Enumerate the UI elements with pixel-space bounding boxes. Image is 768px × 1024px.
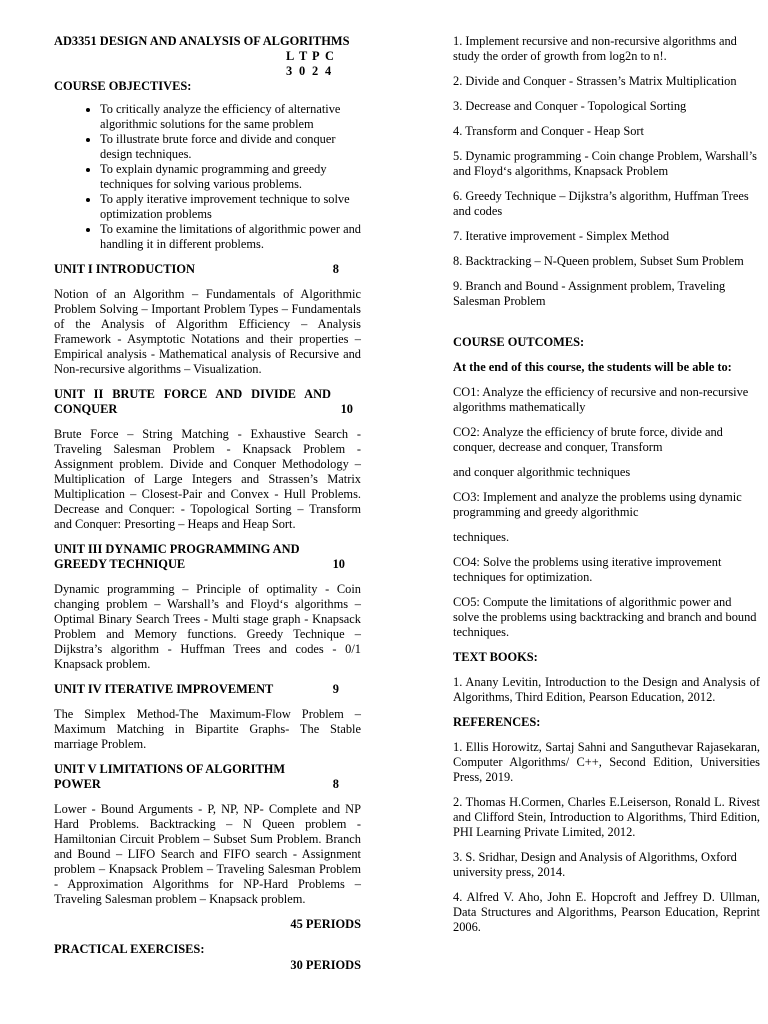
textbook-item: 1. Anany Levitin, Introduction to the Design and Analysis of Algorithms, Third Edition, Pearson Education, 2012. [453, 675, 760, 704]
unit-3-body: Dynamic programming – Principle of optimality - Coin changing problem – Warshall’s and Floyd‘s algorithms – Optimal Binary Search Trees - Multi stage graph - Knapsack Problem and Memory functions. Greedy Technique – Dijkstra’s algorithm - Huffman Trees and codes - 0/1 Knapsack problem. [54, 582, 361, 671]
left-column [54, 34, 361, 973]
unit-1-heading [54, 262, 361, 277]
ltpc-value-p: 2 [312, 64, 319, 78]
ltpc-value-c: 4 [325, 64, 332, 78]
unit-2-heading [54, 387, 361, 417]
objective-item: • To apply iterative improvement technique to solve optimization problems [100, 192, 361, 222]
unit-4-hours: 9 [332, 682, 339, 696]
unit-2-title: UNIT II BRUTE FORCE AND DIVIDE AND CONQUER [54, 387, 331, 416]
ltpc-letter-l: L [286, 49, 295, 63]
practical-item: 1. Implement recursive and non-recursive algorithms and study the order of growth from log2n to n!. [453, 34, 737, 63]
unit-1-body: Notion of an Algorithm – Fundamentals of Algorithmic Problem Solving – Important Problem Types – Fundamentals of the Analysis of Algorithm Efficiency – Analysis Framework - Asymptotic Notations and their properties – Empirical analysis - Mathematical analysis of Recursive and Non-recursive algorithms – Visualization. [54, 287, 361, 376]
unit-4-title: UNIT IV ITERATIVE IMPROVEMENT [54, 682, 274, 696]
unit-5-heading [54, 762, 361, 792]
practical-item: 6. Greedy Technique – Dijkstra’s algorithm, Huffman Trees and codes [453, 189, 749, 218]
objective-item: • To examine the limitations of algorithmic power and handling it in different problems. [100, 222, 361, 252]
ltpc-letter-t: T [299, 49, 308, 63]
unit-4-heading [54, 682, 361, 697]
outcome-item: CO4: Solve the problems using iterative improvement techniques for optimization. [453, 555, 722, 584]
practical-item: 2. Divide and Conquer - Strassen’s Matrix Multiplication [453, 74, 737, 88]
outcome-item: CO2: Analyze the efficiency of brute force, divide and conquer, decrease and conquer, Transform [453, 425, 723, 454]
reference-item: 1. Ellis Horowitz, Sartaj Sahni and Sanguthevar Rajasekaran, Computer Algorithms/ C++, Second Edition, Universities Press, 2019. [453, 740, 760, 784]
ltpc-values [54, 64, 361, 79]
outcome-item: and conquer algorithmic techniques [453, 465, 631, 479]
practical-periods: 30 PERIODS [290, 958, 361, 972]
outcome-item: techniques. [453, 530, 510, 544]
outcome-item: CO1: Analyze the efficiency of recursive and non-recursive algorithms mathematically [453, 385, 749, 414]
unit-3-hours: 10 [332, 557, 345, 571]
reference-item: 2. Thomas H.Cormen, Charles E.Leiserson, Ronald L. Rivest and Clifford Stein, Introduction to Algorithms, Third Edition, PHI Learning Private Limited, 2012. [453, 795, 760, 839]
practical-item: 3. Decrease and Conquer - Topological Sorting [453, 99, 687, 113]
practical-heading: PRACTICAL EXERCISES: [54, 942, 205, 956]
ltpc-letters [54, 49, 361, 64]
practical-item: 7. Iterative improvement - Simplex Method [453, 229, 670, 243]
unit-1-hours: 8 [332, 262, 339, 276]
references-heading: REFERENCES: [453, 715, 541, 729]
objectives-heading: COURSE OBJECTIVES: [54, 79, 192, 93]
ltpc-letter-c: C [325, 49, 335, 63]
practical-item: 5. Dynamic programming - Coin change Problem, Warshall’s and Floyd‘s algorithms, Knapsack Problem [453, 149, 758, 178]
unit-2-body: Brute Force – String Matching - Exhaustive Search - Traveling Salesman Problem - Knapsack Problem - Assignment problem. Divide and Conquer Methodology – Multiplication of Large Integers and Strassen’s Matrix Multiplication – Closest-Pair and Convex - Hull Problems. Decrease and Conquer: - Topological Sorting – Transform and Conquer: Presorting – Heaps and Heap Sort. [54, 427, 361, 531]
unit-5-hours: 8 [332, 777, 339, 791]
unit-3-heading [54, 542, 361, 572]
outcome-item: CO3: Implement and analyze the problems using dynamic programming and greedy algorithmic [453, 490, 742, 519]
ltpc-letter-p: P [312, 49, 321, 63]
ltpc-value-t: 0 [299, 64, 306, 78]
outcomes-heading: COURSE OUTCOMES: [453, 335, 585, 349]
objective-item: • To illustrate brute force and divide and conquer design techniques. [100, 132, 361, 162]
objective-item: • To critically analyze the efficiency of alternative algorithmic solutions for the same problem [100, 102, 361, 132]
outcome-item: CO5: Compute the limitations of algorithmic power and solve the problems using backtracking and branch and bound techniques. [453, 595, 757, 639]
practical-item: 8. Backtracking – N-Queen problem, Subset Sum Problem [453, 254, 744, 268]
ltpc-value-l: 3 [286, 64, 293, 78]
course-title: AD3351 DESIGN AND ANALYSIS OF ALGORITHMS [54, 34, 350, 48]
unit-5-body: Lower - Bound Arguments - P, NP, NP- Complete and NP Hard Problems. Backtracking – N Queen problem - Hamiltonian Circuit Problem – Subset Sum Problem. Branch and Bound – LIFO Search and FIFO search - Assignment problem – Knapsack Problem – Traveling Salesman Problem - Approximation Algorithms for NP-Hard Problems – Traveling Salesman problem – Knapsack problem. [54, 802, 361, 906]
practical-item: 4. Transform and Conquer - Heap Sort [453, 124, 645, 138]
unit-1-title: UNIT I INTRODUCTION [54, 262, 195, 276]
unit-5-title: UNIT V LIMITATIONS OF ALGORITHM POWER [54, 762, 286, 791]
textbooks-heading: TEXT BOOKS: [453, 650, 538, 664]
unit-4-body: The Simplex Method-The Maximum-Flow Problem – Maximum Matching in Bipartite Graphs- The Stable marriage Problem. [54, 707, 361, 751]
outcomes-intro: At the end of this course, the students will be able to: [453, 360, 732, 374]
practical-item: 9. Branch and Bound - Assignment problem, Traveling Salesman Problem [453, 279, 726, 308]
theory-periods: 45 PERIODS [290, 917, 361, 931]
reference-item: 3. S. Sridhar, Design and Analysis of Algorithms, Oxford university press, 2014. [453, 850, 737, 879]
reference-item: 4. Alfred V. Aho, John E. Hopcroft and Jeffrey D. Ullman, Data Structures and Algorithms, Pearson Education, Reprint 2006. [453, 890, 760, 934]
unit-2-hours: 10 [340, 402, 353, 416]
objectives-list [54, 102, 361, 252]
objective-item: • To explain dynamic programming and greedy techniques for solving various problems. [100, 162, 361, 192]
right-column [453, 34, 760, 945]
unit-3-title: UNIT III DYNAMIC PROGRAMMING AND GREEDY TECHNIQUE [54, 542, 300, 571]
